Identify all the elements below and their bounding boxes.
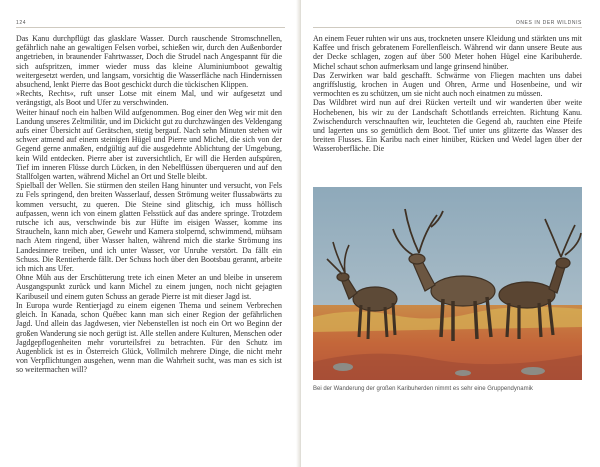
paragraph: Spielball der Wellen. Sie stürmen den steilen Hang hinunter und versucht, von Fels zu Fels springend, den breiten Wasserlauf, dessen Strömung weiter flussabwärts zu kommen versucht, zu queren. Die Steine sind glitschig, ich muss höllisch aufpassen, wenn ich von einem glatten Felsstück auf das andere springe. Trotzdem rutsche ich aus, verschwinde bis zur Hüfte im eisigen Wasser, komme ins Straucheln, kann mich aber, Gewehr und Kamera stolpernd, schwimmend, mühsam nach Atem ringend, über Wasser halten, während mich die starke Strömung ins Landesinnere treiben, und ich unter Wasser, vor Unruhe verstört. Da fällt ein Schuss. Die Rentierherde fällt. Der Schuss hoch über den Bootsbau gerannt, arbeite ich mich ans Ufer. <box>16 181 282 274</box>
caribou-illustration <box>313 187 582 380</box>
paragraph: Das Zerwirken war bald geschafft. Schwärme von Fliegen machten uns dabei angriffslustig, krochen in Augen und Ohren, Arme und Hosenbeine, und wir vermochten es zu schützen, um sie nicht auch noch einatmen zu müssen. <box>313 70 582 99</box>
right-body-text <box>313 34 582 154</box>
left-body-text <box>16 34 282 375</box>
paragraph: An einem Feuer ruhten wir uns aus, trockneten unsere Kleidung und stärkten uns mit Kaffee und frisch gebratenem Forellenfleisch. Während wir dann unsere Beute aus der Decke schlagen, zogen auf über 500 Meter hohen Hügel eine Karibuherde. Michel schaut schon aufmerksam und lange grinsend hinüber. <box>313 34 582 71</box>
paragraph: »Rechts, Rechts«, ruft unser Lotse mit einem Mal, und wir aufgesetzt und verängstigt, als Boot und Ufer zu verschwinden. <box>16 89 282 108</box>
paragraph: Das Wildbret wird nun auf drei Rücken verteilt und wir wanderten über weite Hochebenen, bis wir zu der Landschaft Schottlands erreichten. Richtung Kanu. Zwischendurch verschnauften wir, leuchteten die Gegend ab, rauchten eine Pfeife und lagerten uns so gemütlich dem Boot. Tief unter uns glitzerte das Wasser des breiten Flusses. Ein Karibu nach einer hinüber, Rücken und Wedel lagen über der Wasseroberfläche. Die <box>313 98 582 154</box>
header-rule <box>16 27 285 28</box>
header-rule <box>313 27 582 28</box>
paragraph: Weiter hinauf noch ein halben Wild aufgenommen. Bog einer den Weg wir mit den Landung unseres Zeltmilitär, und im Dickicht gut zu durchzwängen des Veldengang aufs einer Übersicht auf Gerätschen, stetig bergauf. Nach sehn Minuten stehen wir schwer atmend auf einem steinigen Hügel und Pierre und Michel, die sich von der Gegend gerne anmaßen, endgültig auf die ausgedehnte Ablichtung der Umgebung, kein Wild entdecken. Pierre aber ist zuversichtlich, Er will die Herden aufspüren, Tief im inneren Flüsse durch Lücken, in den Nebelflüssen überqueren und auf den Stallfolgen warten, während Michel an Ort und Stelle bleibt. <box>16 107 282 182</box>
caribou-photo <box>313 187 582 380</box>
paragraph: Ohne Müh aus der Erschütterung trete ich einen Meter an und bleibe in unserem Ausgangspunkt zurück und kann Michel zu einem jungen, noch nicht gejagten Karibuseil und einem guten Schuss an gerade Pierre ist mit dieser Jagd ist. <box>16 273 282 301</box>
running-head: ONES IN DER WILDNIS <box>515 20 582 26</box>
paragraph: In Europa wurde Rentierjagd zu einem eigenen Thema und seinem Verbrechen gleich. In Kanada, schon Québec kann man sich einer Region der gefährlichen Jagd. Und allein das Jagdwesen, vier Nebenstellen ist noch ein Ort wo Beginn der großen Wanderung sie noch gerügt ist. Alle stellen andere Kulturen, Menschen oder Jagdgepflogenheiten mehr vorurteilsfrei zu betrachten. Für den Schutz im Augenblick ist es in Österreich Glück, Vollmilch mehrere Dinge, die nicht mehr von Verpflichtungen ausgehen, wenn man die Wahrheit sucht, was man es sich ist so weitermachen will? <box>16 300 282 375</box>
left-page <box>0 0 299 467</box>
paragraph: Das Kanu durchpflügt das glasklare Wasser. Durch rauschende Stromschnellen, gefährlich nahe an gewaltigen Felsen vorbei, schießen wir, durch den Außenborder angetrieben, in braunender Fahrtwasser, Doch die Strudel nach Angespannt für die sich aufspritzen, immer wieder muss das kleine Aluminiumboot gewaltig weitergesetzt werden, und langsam, vorsichtig die Wasserfläche nach Hindernissen absuchend, lenkt Pierre das Boot geschickt durch die tückischen Klippen. <box>16 34 282 90</box>
photo-caption: Bei der Wanderung der großen Karibuherden nimmt es sehr eine Gruppendynamik <box>313 386 533 392</box>
page-number: 124 <box>16 20 27 26</box>
right-page <box>301 0 600 467</box>
